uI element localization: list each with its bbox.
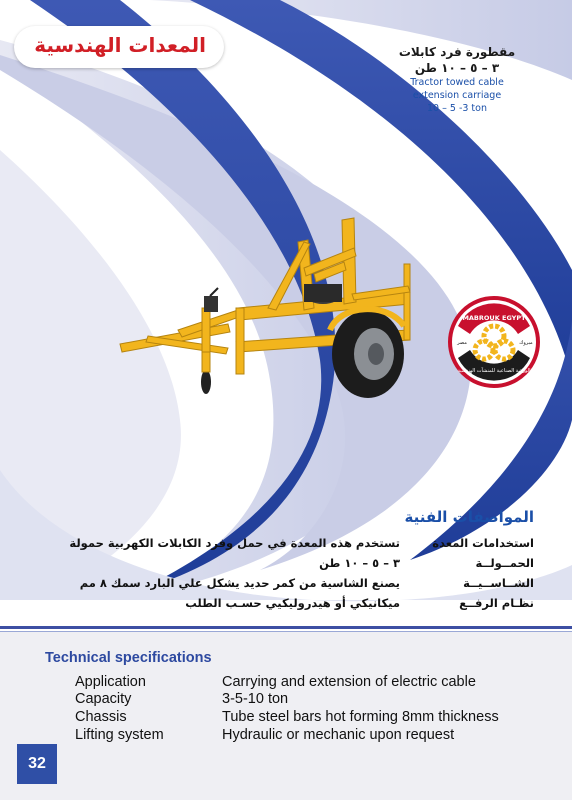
caption-english-line1: Tractor towed cable bbox=[410, 77, 504, 88]
spec-label-capacity: Capacity bbox=[75, 691, 132, 707]
caption-english-line2: extension carriage bbox=[412, 90, 502, 101]
spec-value-application: Carrying and extension of electric cable bbox=[222, 674, 476, 690]
caption-arabic-capacity: ٣ – ٥ – ١٠ طن bbox=[414, 61, 500, 75]
arabic-spec-label-chassis: الشــاســيــة bbox=[463, 576, 534, 590]
product-caption bbox=[382, 44, 532, 115]
spec-label-chassis: Chassis bbox=[75, 709, 127, 725]
page-number: 32 bbox=[17, 744, 57, 784]
cable-trailer-image bbox=[118, 212, 428, 402]
spec-label-lifting-system: Lifting system bbox=[75, 727, 164, 743]
arabic-spec-label-application: استخدامات المعدة bbox=[432, 536, 534, 550]
section-divider bbox=[0, 626, 572, 629]
arabic-spec-label-lifting: نظـام الرفــع bbox=[459, 596, 534, 610]
page-title: المعدات الهندسية bbox=[34, 33, 206, 57]
arabic-spec-value-application: تستخدم هذه المعدة في حمل وفرد الكابلات الكهربية حمولة bbox=[69, 536, 400, 550]
company-logo bbox=[448, 296, 540, 388]
spec-label-application: Application bbox=[75, 674, 146, 690]
logo-side-left-text: مصر bbox=[457, 340, 467, 346]
logo-bottom-text: الورشة الصناعية للمنشآت الهندسية bbox=[457, 368, 531, 374]
arabic-specs-heading: المواصفات الفنية bbox=[404, 508, 534, 526]
arabic-spec-value-capacity: ٣ – ٥ – ١٠ طن bbox=[319, 556, 400, 570]
spec-value-lifting-system: Hydraulic or mechanic upon request bbox=[222, 727, 455, 743]
logo-top-text: MABROUK EGYPT bbox=[462, 314, 526, 322]
caption-arabic-name: مقطورة فرد كابلات bbox=[398, 45, 516, 59]
arabic-spec-value-chassis: يصنع الشاسية من كمر حديد يشكل علي البارد سمك ٨ مم bbox=[79, 576, 400, 590]
arabic-spec-value-lifting: ميكانيكي أو هيدروليكيي حسـب الطلب bbox=[185, 596, 400, 610]
spec-value-capacity: 3-5-10 ton bbox=[222, 691, 289, 707]
arabic-spec-label-capacity: الحمــولــة bbox=[475, 556, 534, 570]
caption-english-line3: 10 – 5 -3 ton bbox=[427, 103, 487, 114]
technical-specs-heading: Technical specifications bbox=[45, 650, 212, 666]
spec-value-chassis: Tube steel bars hot forming 8mm thickness bbox=[222, 709, 499, 725]
title-banner bbox=[14, 26, 224, 68]
logo-side-right-text: مبروك bbox=[519, 340, 533, 346]
